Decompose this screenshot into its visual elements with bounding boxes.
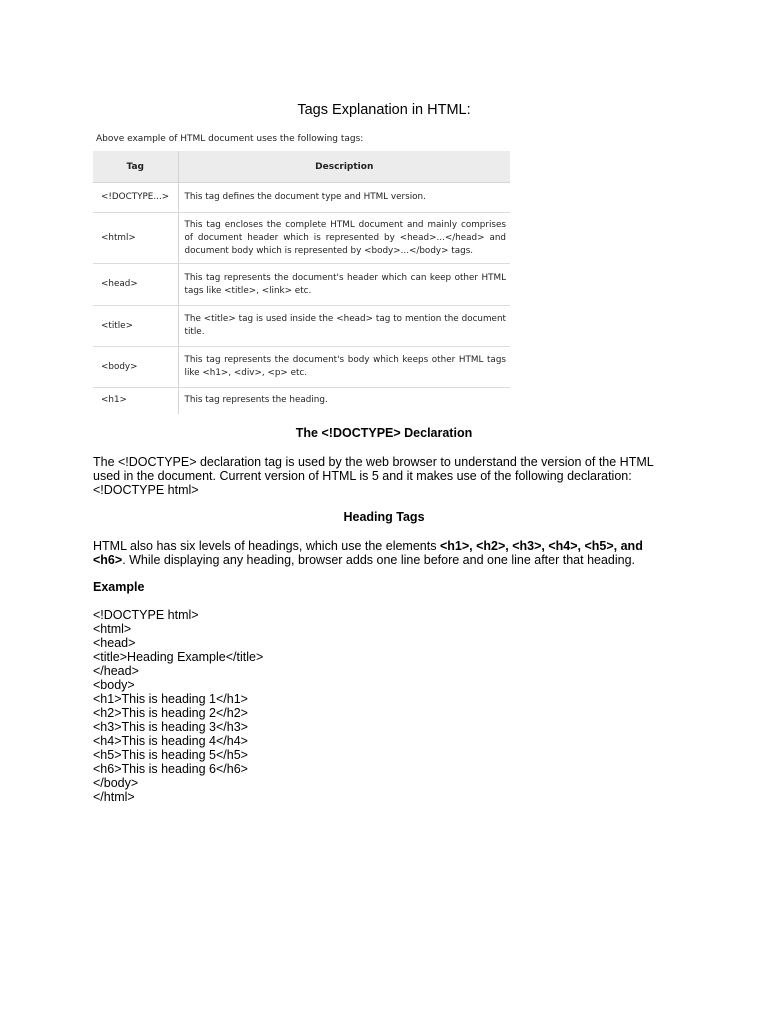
table-row (93, 264, 510, 306)
table-row (93, 306, 510, 347)
tag-cell: <title> (93, 306, 178, 347)
table-header-row (93, 151, 510, 183)
description-cell: This tag encloses the complete HTML document and mainly comprises of document header which is represented by <head>...</head> and document body which is represented by <body>...</body> tags. (178, 213, 510, 264)
doctype-line-1: The <!DOCTYPE> declaration tag is used by the web browser to understand the version of the HTML (93, 455, 654, 469)
code-line: <h6>This is heading 6</h6> (93, 762, 248, 776)
heading-elements-bold-2: <h6> (93, 553, 123, 567)
example-label: Example (93, 580, 145, 594)
code-line: <h4>This is heading 4</h4> (93, 734, 248, 748)
figure-intro: Above example of HTML document uses the following tags: (96, 134, 364, 144)
tag-cell: <html> (93, 213, 178, 264)
code-line: </head> (93, 664, 139, 678)
heading-tags-heading: Heading Tags (343, 510, 425, 524)
heading-tags-paragraph (93, 539, 683, 567)
header-tag: Tag (93, 151, 178, 183)
code-line: </body> (93, 776, 139, 790)
description-cell: This tag represents the heading. (184, 395, 328, 406)
code-line: <body> (93, 678, 135, 692)
table-row (93, 347, 510, 388)
code-line: <h1>This is heading 1</h1> (93, 692, 248, 706)
table-row (93, 213, 510, 264)
tag-cell: <head> (93, 264, 178, 306)
doctype-heading: The <!DOCTYPE> Declaration (295, 426, 473, 440)
table-row (93, 388, 510, 414)
heading-text-after: . While displaying any heading, browser adds one line before and one line after that heading. (122, 553, 636, 567)
tag-cell: <h1> (93, 388, 178, 414)
heading-text-before: HTML also has six levels of headings, which use the elements (93, 539, 440, 553)
code-line: </html> (93, 790, 135, 804)
description-cell: This tag represents the document's body which keeps other HTML tags like <h1>, <div>, <p> etc. (178, 347, 510, 388)
description-cell: This tag defines the document type and HTML version. (178, 183, 510, 213)
description-cell: This tag represents the document's header which can keep other HTML tags like <title>, <link> etc. (178, 264, 510, 306)
code-line: <h2>This is heading 2</h2> (93, 706, 248, 720)
example-code (93, 608, 263, 804)
tags-table-figure (93, 131, 511, 414)
code-line: <h3>This is heading 3</h3> (93, 720, 248, 734)
code-line: <head> (93, 636, 136, 650)
heading-elements-bold-1: <h1>, <h2>, <h3>, <h4>, <h5>, and (439, 539, 643, 553)
page-title: Tags Explanation in HTML: (297, 102, 471, 118)
code-line: <html> (93, 622, 132, 636)
tags-table (93, 151, 510, 414)
doctype-paragraph (93, 455, 683, 497)
code-line: <!DOCTYPE html> (93, 608, 199, 622)
table-row (93, 183, 510, 213)
header-description: Description (178, 151, 510, 183)
tag-cell: <body> (93, 347, 178, 388)
doctype-line-3: <!DOCTYPE html> (93, 483, 199, 497)
code-line: <h5>This is heading 5</h5> (93, 748, 248, 762)
doctype-line-2: used in the document. Current version of HTML is 5 and it makes use of the following declaration: (93, 469, 632, 483)
description-cell: The <title> tag is used inside the <head> tag to mention the document title. (178, 306, 510, 347)
tag-cell: <!DOCTYPE...> (93, 183, 178, 213)
code-line: <title>Heading Example</title> (93, 650, 264, 664)
